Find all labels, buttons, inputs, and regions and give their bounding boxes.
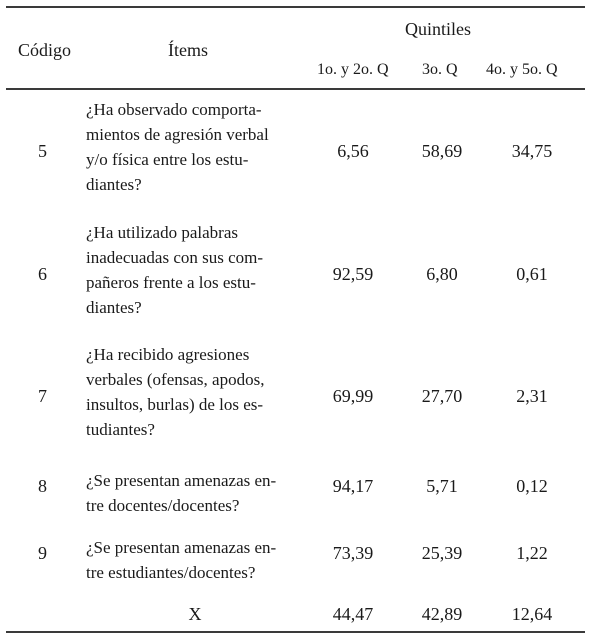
- row-code: 8: [38, 476, 47, 496]
- item-line: ¿Se presentan amenazas en-: [86, 538, 277, 557]
- item-line: ¿Ha observado comporta-: [86, 100, 262, 119]
- value-q1-q2: 92,59: [332, 264, 374, 284]
- header-q3: 3o. Q: [422, 61, 458, 78]
- item-line: verbales (ofensas, apodos,: [86, 370, 265, 389]
- summary-q4-q5: 12,64: [511, 604, 553, 624]
- row-item: [86, 535, 296, 585]
- row-item: [86, 468, 296, 518]
- row-code: 6: [38, 264, 47, 284]
- header-q1-q2: 1o. y 2o. Q: [317, 61, 389, 78]
- value-q4-q5: 0,12: [516, 476, 548, 496]
- header-quintiles: Quintiles: [405, 19, 471, 39]
- top-rule: [6, 6, 585, 8]
- row-code: 9: [38, 543, 47, 563]
- value-q1-q2: 6,56: [337, 141, 369, 161]
- row-item: [86, 342, 296, 442]
- summary-label: X: [188, 604, 202, 624]
- item-line: tre docentes/docentes?: [86, 496, 240, 515]
- value-q4-q5: 0,61: [516, 264, 548, 284]
- value-q4-q5: 2,31: [516, 386, 548, 406]
- item-line: inadecuadas con sus com-: [86, 248, 264, 267]
- item-line: mientos de agresión verbal: [86, 125, 269, 144]
- row-item: [86, 220, 296, 320]
- item-line: ¿Ha utilizado palabras: [86, 223, 238, 242]
- value-q3: 6,80: [426, 264, 458, 284]
- summary-q1-q2: 44,47: [332, 604, 374, 624]
- header-codigo: Código: [18, 40, 72, 60]
- header-q4-q5: 4o. y 5o. Q: [486, 61, 558, 78]
- value-q3: 58,69: [421, 141, 463, 161]
- header-items: Ítems: [168, 40, 208, 60]
- value-q1-q2: 73,39: [332, 543, 374, 563]
- summary-q3: 42,89: [421, 604, 463, 624]
- item-line: ¿Ha recibido agresiones: [86, 345, 250, 364]
- value-q4-q5: 34,75: [511, 141, 553, 161]
- value-q3: 27,70: [421, 386, 463, 406]
- value-q3: 5,71: [426, 476, 458, 496]
- item-line: diantes?: [86, 175, 142, 194]
- value-q4-q5: 1,22: [516, 543, 548, 563]
- item-line: insultos, burlas) de los es-: [86, 395, 264, 414]
- row-item: [86, 97, 296, 197]
- header-rule: [6, 88, 585, 90]
- item-line: ¿Se presentan amenazas en-: [86, 471, 277, 490]
- item-line: y/o física entre los estu-: [86, 150, 249, 169]
- row-code: 7: [38, 386, 47, 406]
- value-q1-q2: 94,17: [332, 476, 374, 496]
- item-line: diantes?: [86, 298, 142, 317]
- value-q3: 25,39: [421, 543, 463, 563]
- item-line: tudiantes?: [86, 420, 155, 439]
- row-code: 5: [38, 141, 47, 161]
- value-q1-q2: 69,99: [332, 386, 374, 406]
- item-line: tre estudiantes/docentes?: [86, 563, 256, 582]
- item-line: pañeros frente a los estu-: [86, 273, 256, 292]
- bottom-rule: [6, 631, 585, 633]
